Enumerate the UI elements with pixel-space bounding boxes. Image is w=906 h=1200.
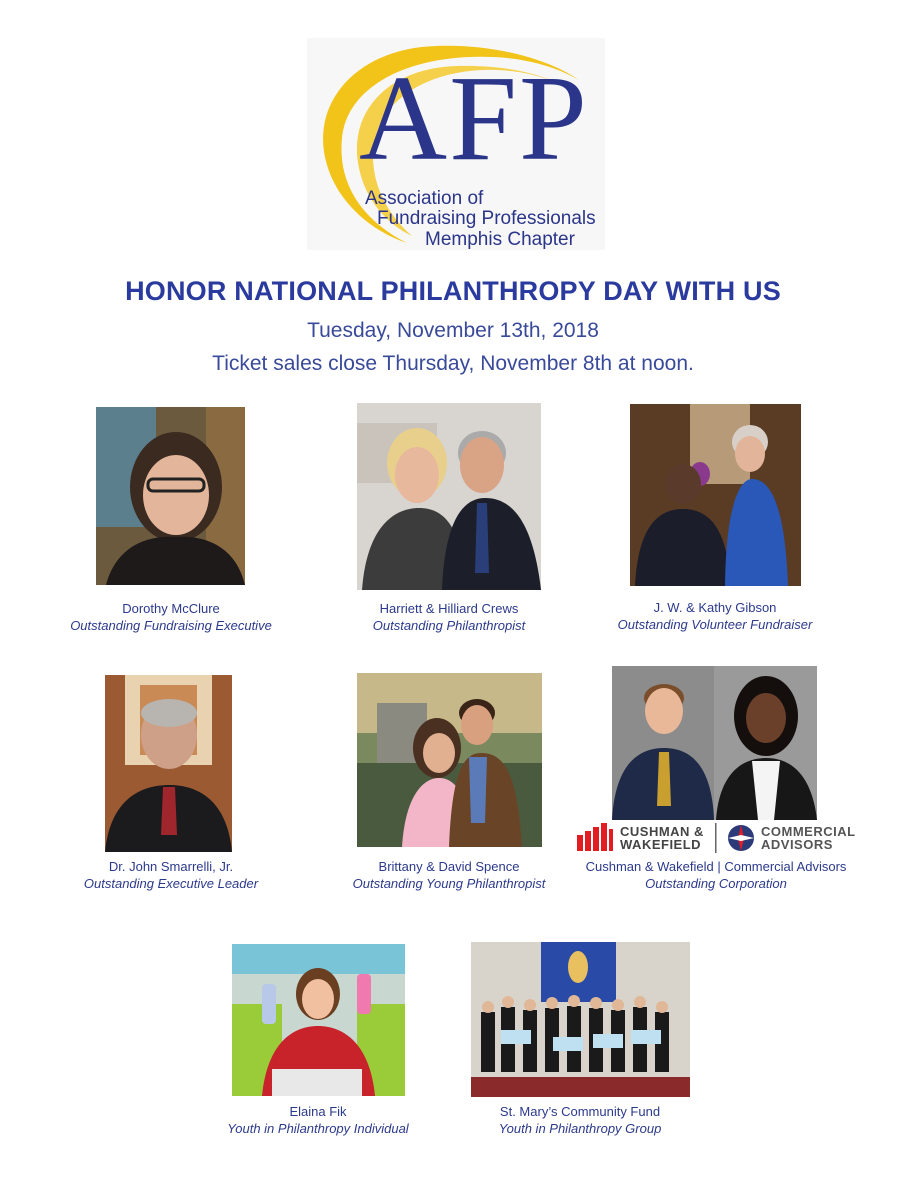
- photo-elaina-fik: [232, 944, 405, 1096]
- honoree-award: Outstanding Corporation: [645, 876, 787, 891]
- cushman-wakefield-logo: [577, 821, 857, 855]
- cw-left-line-2: WAKEFIELD: [620, 837, 702, 852]
- honoree-award: Outstanding Executive Leader: [83, 876, 259, 891]
- caption-spence: [319, 858, 579, 892]
- caption-cushman-wakefield: [576, 858, 856, 892]
- honoree-award: Outstanding Volunteer Fundraiser: [617, 617, 813, 632]
- caption-gibson: [586, 599, 844, 633]
- caption-dorothy-mcclure: [40, 600, 302, 634]
- photo-john-smarrelli: [105, 675, 232, 852]
- honoree-name: Harriett & Hilliard Crews: [379, 601, 519, 616]
- photo-st-marys: [471, 942, 690, 1097]
- afp-logo: [307, 38, 605, 250]
- caption-john-smarrelli: [40, 858, 302, 892]
- logo-line-2: Fundraising Professionals: [377, 208, 596, 229]
- caption-st-marys: [450, 1103, 710, 1137]
- honoree-name: Cushman & Wakefield | Commercial Advisors: [585, 859, 847, 874]
- honoree-award: Outstanding Fundraising Executive: [70, 618, 272, 633]
- honoree-name: J. W. & Kathy Gibson: [653, 600, 777, 615]
- page-headline: HONOR NATIONAL PHILANTHROPY DAY WITH US: [125, 276, 781, 306]
- honoree-award: Outstanding Young Philanthropist: [352, 876, 546, 891]
- ticket-deadline: Ticket sales close Thursday, November 8th at noon.: [212, 352, 694, 375]
- cw-right-line-2: ADVISORS: [761, 837, 833, 852]
- logo-line-1: Association of: [365, 188, 484, 209]
- honoree-name: Dr. John Smarrelli, Jr.: [108, 859, 234, 874]
- honoree-name: Elaina Fik: [289, 1104, 347, 1119]
- logo-acronym: AFP: [359, 51, 589, 186]
- photo-gibson: [630, 404, 801, 586]
- photo-spence: [357, 673, 542, 847]
- honoree-award: Outstanding Philanthropist: [372, 618, 526, 633]
- caption-elaina-fik: [188, 1103, 448, 1137]
- photo-cushman-wakefield-reps: [612, 666, 817, 820]
- caption-crews: [319, 600, 579, 634]
- honoree-name: Brittany & David Spence: [378, 859, 520, 874]
- honoree-award: Youth in Philanthropy Individual: [227, 1121, 409, 1136]
- cw-right-line-1: COMMERCIAL: [761, 824, 856, 839]
- photo-dorothy-mcclure: [96, 407, 245, 585]
- honoree-award: Youth in Philanthropy Group: [498, 1121, 662, 1136]
- logo-line-3: Memphis Chapter: [425, 229, 575, 250]
- cw-left-line-1: CUSHMAN &: [620, 824, 704, 839]
- honoree-name: St. Mary’s Community Fund: [499, 1104, 661, 1119]
- event-date: Tuesday, November 13th, 2018: [307, 319, 599, 342]
- photo-crews: [357, 403, 541, 590]
- honoree-name: Dorothy McClure: [122, 601, 220, 616]
